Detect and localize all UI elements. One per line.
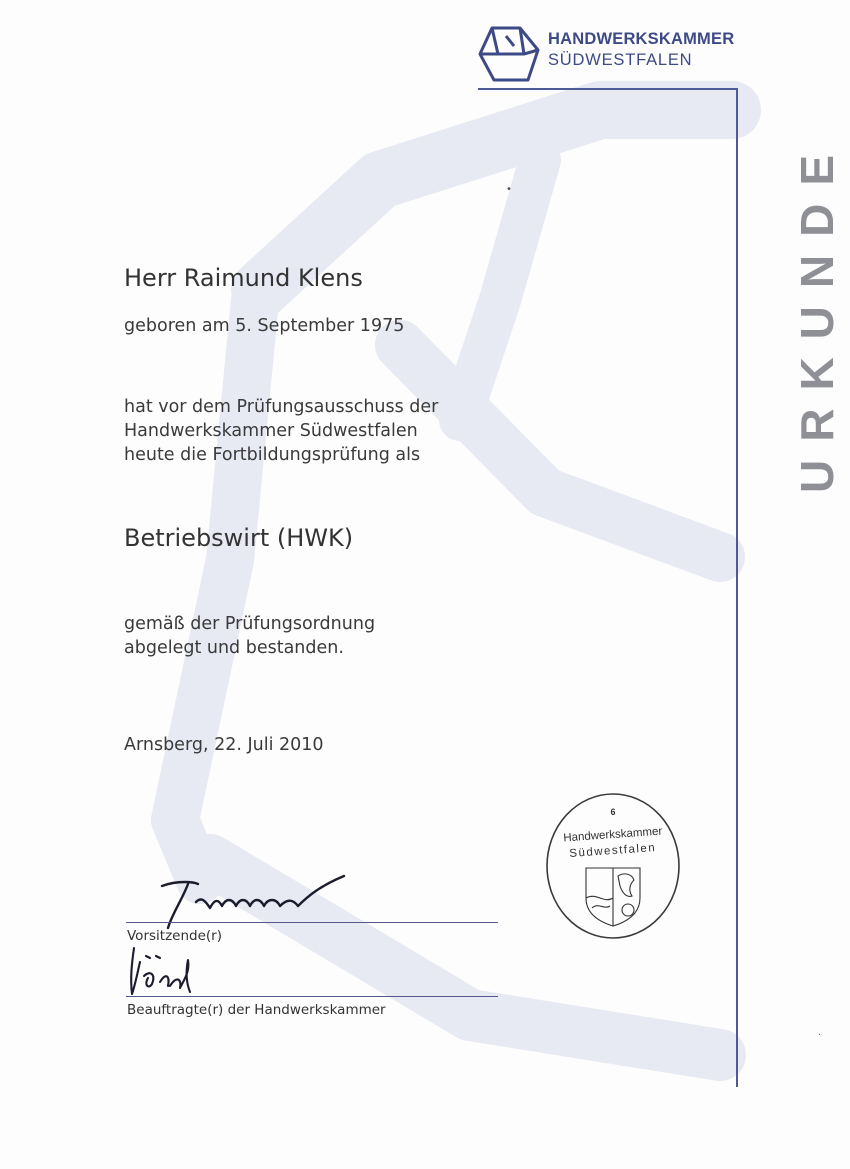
exam-line: hat vor dem Prüfungsausschuss der	[124, 397, 439, 417]
chair-signature-line	[126, 922, 498, 923]
birth-date-line: geboren am 5. September 1975	[124, 316, 405, 336]
seal-text-line2: Südwestfalen	[568, 841, 657, 861]
organization-name-line2: SÜDWESTFALEN	[548, 50, 693, 69]
exam-statement	[124, 395, 438, 467]
official-seal	[538, 780, 688, 945]
scan-speck: •	[506, 184, 512, 195]
nrw-coat-of-arms-seal-icon	[586, 868, 640, 926]
seal-number: 6	[610, 807, 616, 817]
scan-speck: ·	[818, 1030, 822, 1041]
exam-line: Handwerkskammer Südwestfalen	[124, 421, 418, 441]
organization-name-line1: HANDWERKSKAMMER	[548, 30, 735, 48]
seal-text-line1: Handwerkskammer	[562, 825, 663, 845]
frame-top-rule	[478, 88, 737, 90]
result-line: gemäß der Prüfungsordnung	[124, 614, 376, 634]
document-title: URKUNDE	[791, 137, 843, 494]
exam-line: heute die Fortbildungsprüfung als	[124, 445, 421, 465]
result-line: abgelegt und bestanden.	[124, 638, 344, 658]
hwk-hexagon-logo-icon	[476, 24, 542, 84]
place-and-date: Arnsberg, 22. Juli 2010	[124, 735, 324, 755]
recipient-name: Herr Raimund Klens	[124, 264, 363, 292]
organization-logo	[476, 24, 734, 84]
commissioner-signature	[124, 942, 224, 1002]
result-statement	[124, 612, 375, 660]
chair-signature	[148, 872, 368, 934]
chair-label: Vorsitzende(r)	[127, 928, 222, 944]
degree-title: Betriebswirt (HWK)	[124, 524, 354, 552]
frame-right-rule	[736, 88, 738, 1087]
commissioner-signature-line	[126, 996, 498, 997]
commissioner-label: Beauftragte(r) der Handwerkskammer	[127, 1002, 386, 1018]
